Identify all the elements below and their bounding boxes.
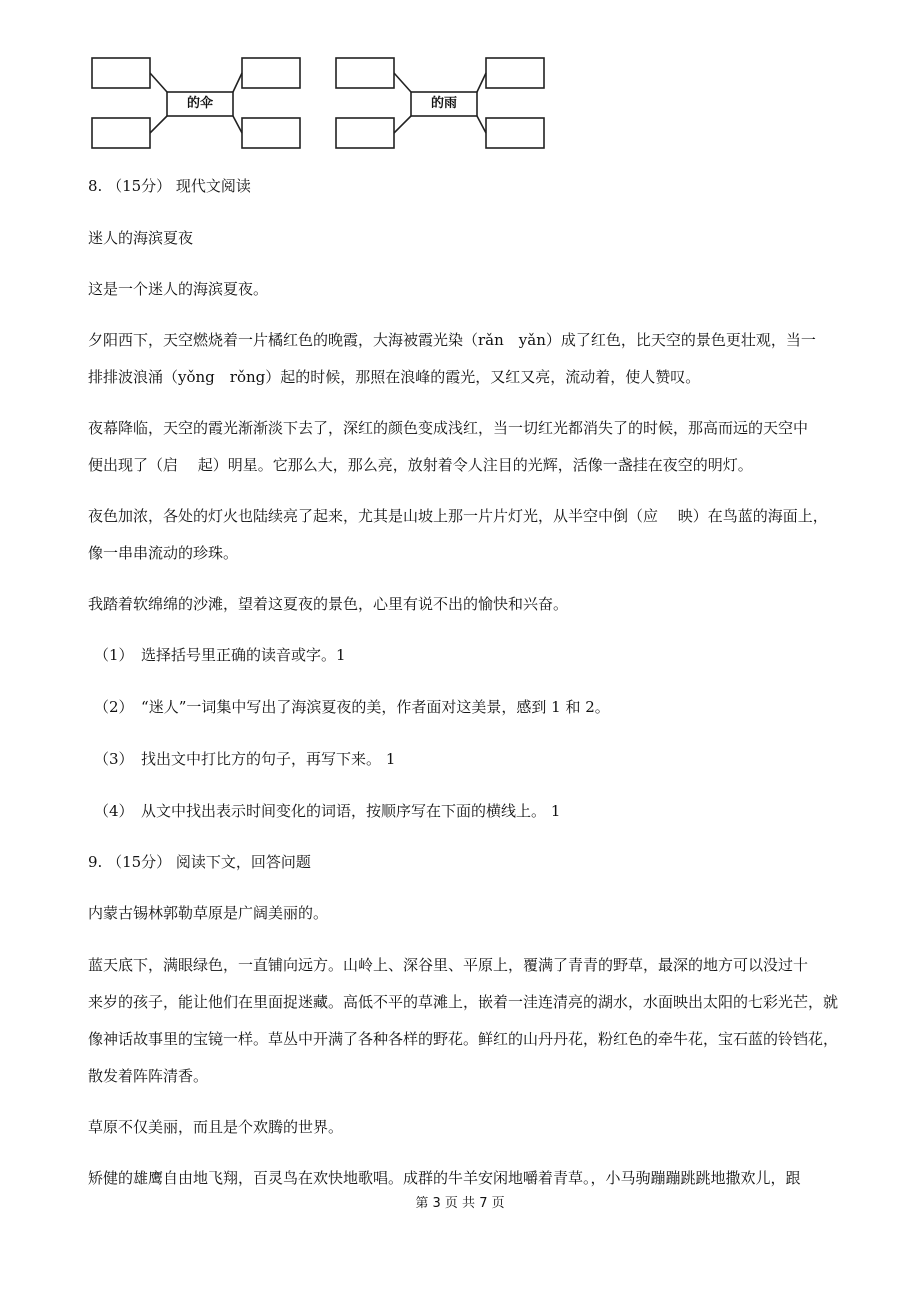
passage-title: 迷人的海滨夏夜 [88,229,194,247]
diagram-center-label: 的伞 [186,96,213,111]
paragraph-line: 内蒙古锡林郭勒草原是广阔美丽的。 [88,904,329,922]
paragraph-line: 夜色加浓，各处的灯火也陆续亮了起来，尤其是山坡上那一片片灯光，从半空中倒（应 映）在鸟蓝的海面上， [88,507,828,525]
word-web-umbrella [90,52,310,152]
word-web-rain [334,52,554,152]
sub-question: （1） 选择括号里正确的读音或字。1 [94,646,346,664]
paragraph-line: 像神话故事里的宝镜一样。草丛中开满了各种各样的野花。鲜红的山丹丹花，粉红色的牵牛花，宝石蓝的铃铛花， [88,1030,839,1048]
question-8-heading: 8. （15分） 现代文阅读 [88,177,251,195]
sub-question: （4） 从文中找出表示时间变化的词语，按顺序写在下面的横线上。 1 [94,802,561,820]
paragraph-line: 散发着阵阵清香。 [88,1067,209,1085]
paragraph-line: 这是一个迷人的海滨夏夜。 [88,280,269,298]
paragraph-line: 排排波浪涌（yǒng rǒng）起的时候，那照在浪峰的霞光，又红又亮，流动着，使人赞叹。 [88,368,701,386]
question-9-heading: 9. （15分） 阅读下文，回答问题 [88,853,311,871]
paragraph-line: 夕阳西下，天空燃烧着一片橘红色的晚霞，大海被霞光染（rǎn yǎn）成了红色，比天空的景色更壮观，当一 [88,331,816,349]
paragraph-line: 来岁的孩子，能让他们在里面捉迷藏。高低不平的草滩上，嵌着一洼连清亮的湖水，水面映出太阳的七彩光芒，就 [88,993,839,1011]
paragraph-line: 蓝天底下，满眼绿色，一直铺向远方。山岭上、深谷里、平原上，覆满了青青的野草，最深的地方可以没过十 [88,956,809,974]
sub-question: （3） 找出文中打比方的句子，再写下来。 1 [94,750,396,768]
paragraph-line: 草原不仅美丽，而且是个欢腾的世界。 [88,1118,344,1136]
page-footer: 第 3 页 共 7 页 [415,1196,505,1211]
sub-question: （2） “迷人”一词集中写出了海滨夏夜的美，作者面对这美景，感到 1 和 2。 [94,698,610,716]
paragraph-line: 像一串串流动的珍珠。 [88,544,239,562]
paragraph-line: 便出现了（启 起）明星。它那么大，那么亮，放射着令人注目的光辉，活像一盏挂在夜空的明灯。 [88,456,753,474]
paragraph-line: 我踏着软绵绵的沙滩，望着这夏夜的景色，心里有说不出的愉快和兴奋。 [88,595,569,613]
paragraph-line: 矫健的雄鹰自由地飞翔，百灵鸟在欢快地歌唱。成群的牛羊安闲地嚼着青草。，小马驹蹦蹦跳跳地撒欢儿，跟 [88,1169,801,1187]
diagram-center-label: 的雨 [430,96,457,111]
paragraph-line: 夜幕降临，天空的霞光渐渐淡下去了，深红的颜色变成浅红，当一切红光都消失了的时候，那高而远的天空中 [88,419,809,437]
